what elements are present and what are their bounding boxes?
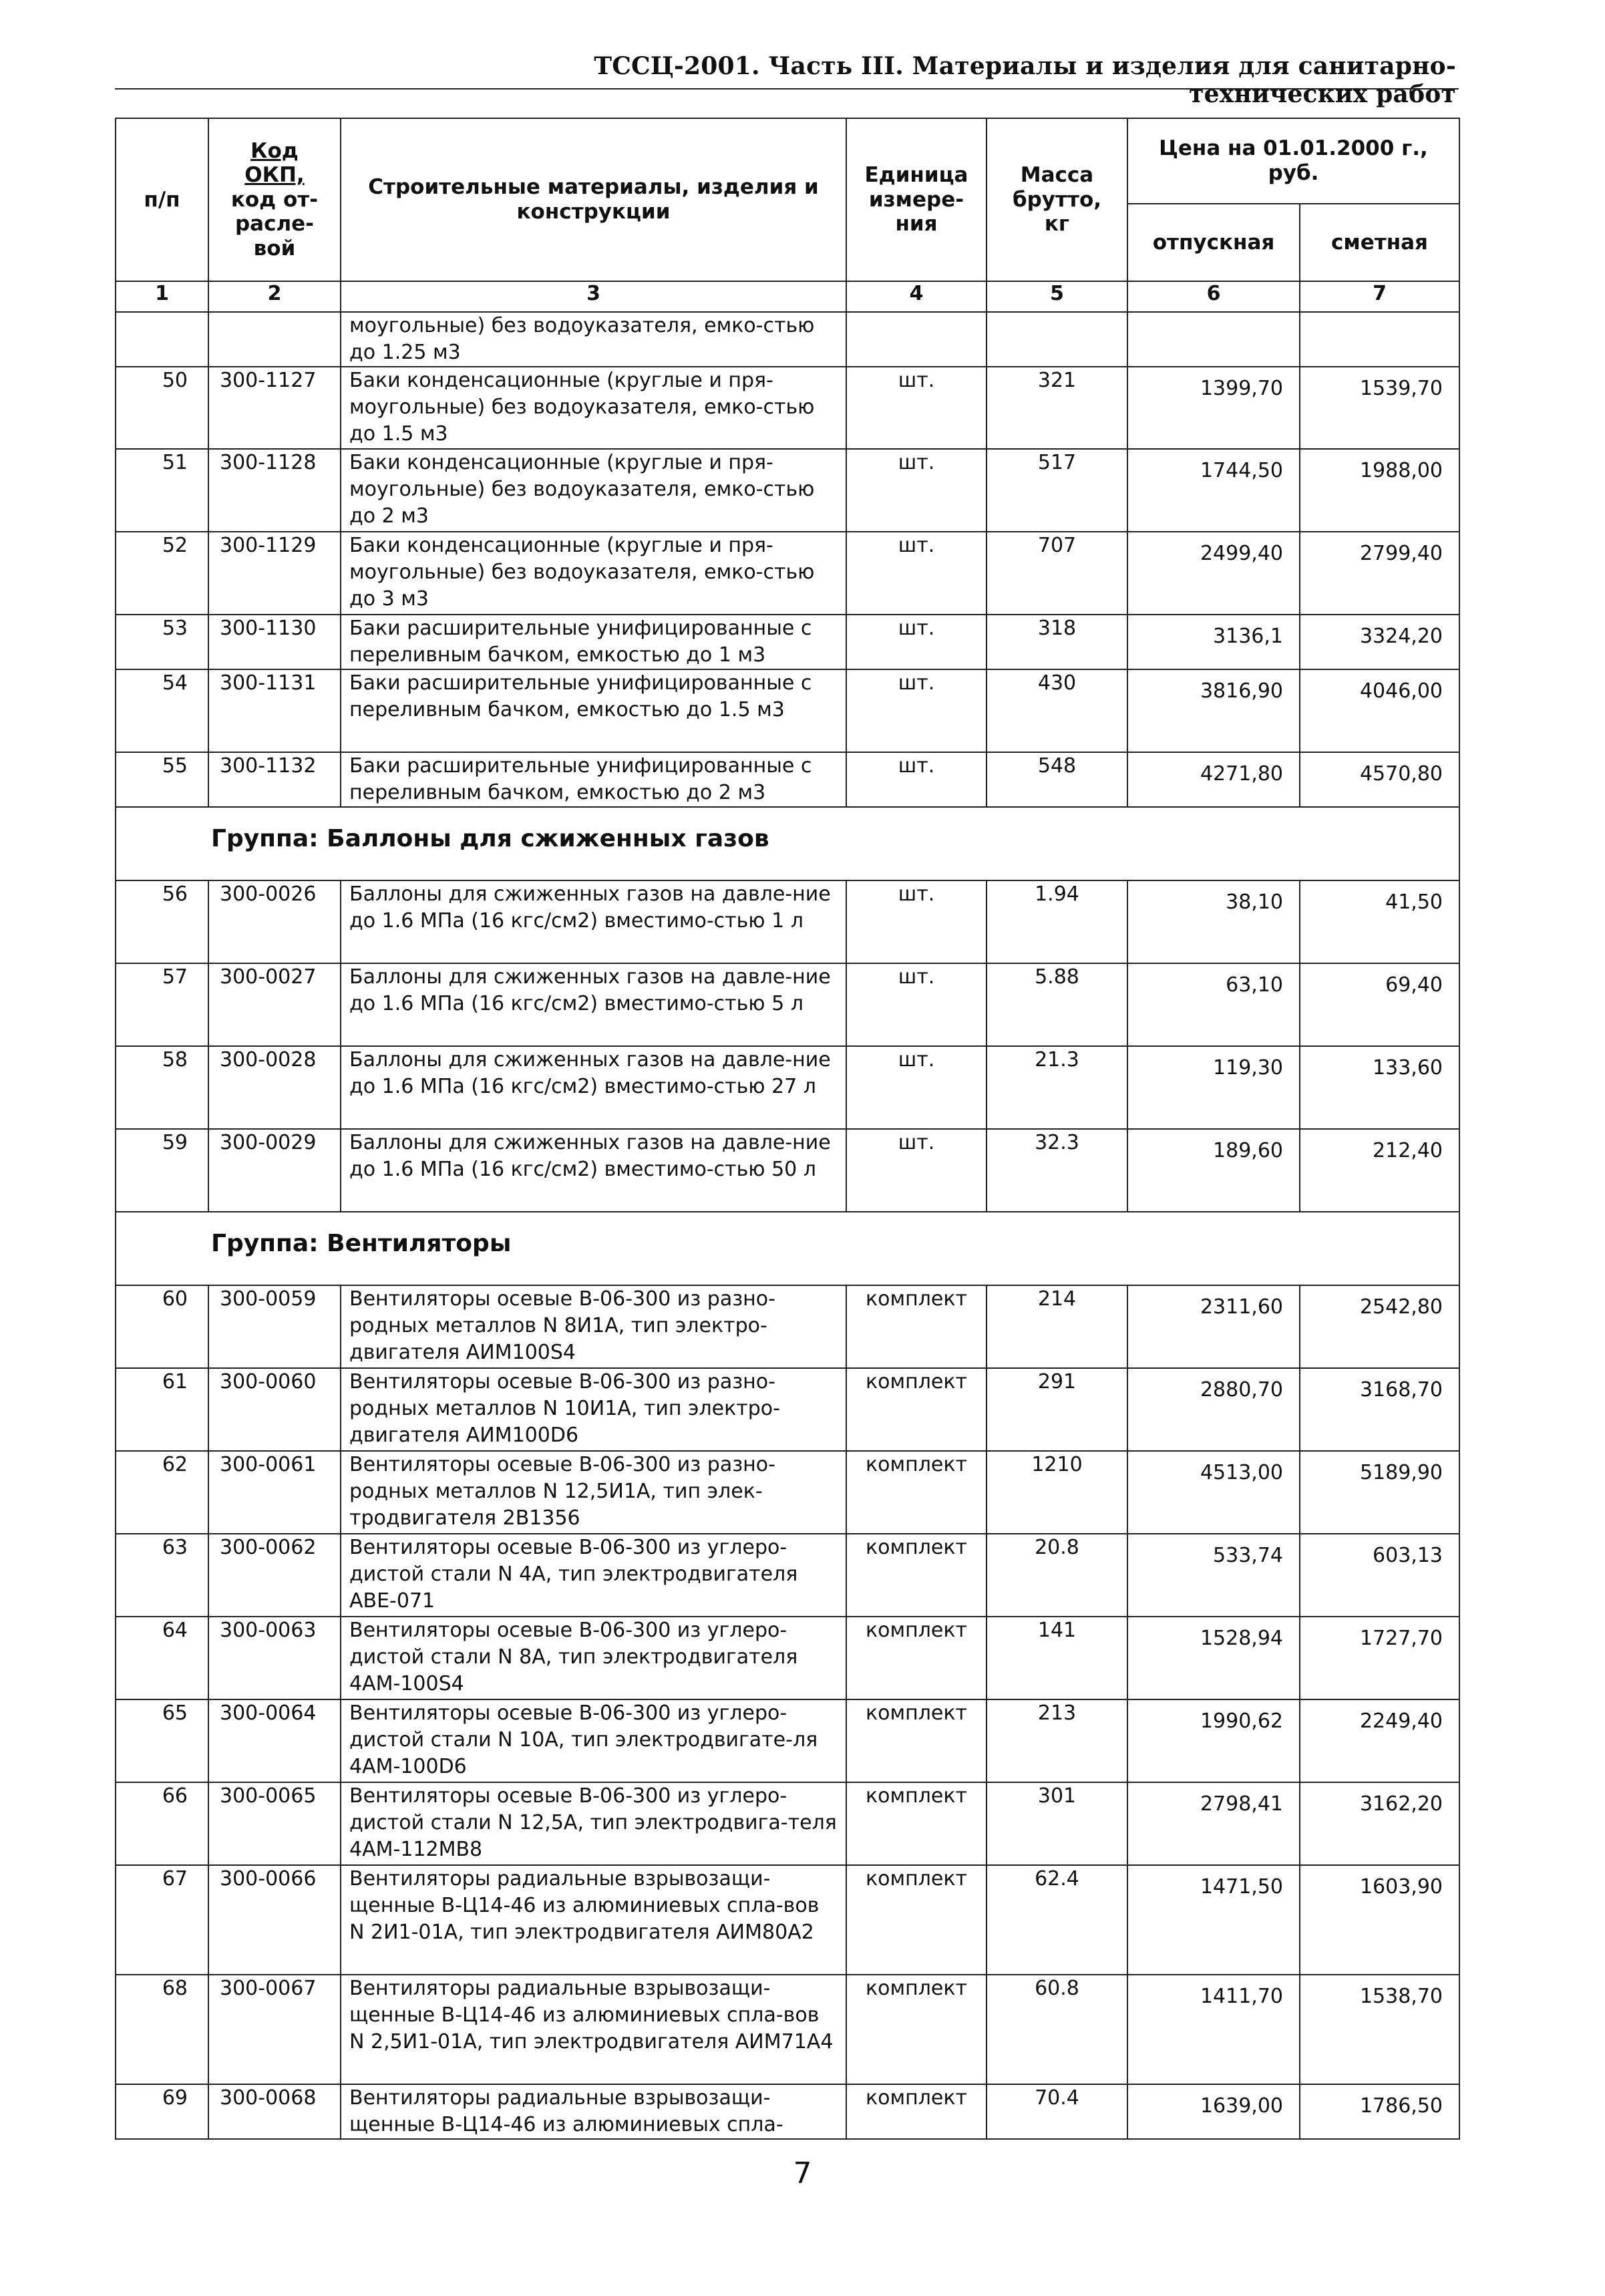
row-code: 300-0026: [208, 880, 341, 963]
row-description: Вентиляторы осевые В-06-300 из углеро-дистой стали N 10А, тип электродвигате-ля 4АМ-100D6: [341, 1699, 846, 1782]
column-number: 3: [341, 281, 846, 312]
row-number: 50: [116, 367, 208, 449]
table-row: [116, 1451, 1459, 1534]
row-code: 300-0065: [208, 1782, 341, 1865]
price-table-container: [115, 118, 1459, 2140]
table-row: [116, 963, 1459, 1046]
row-description: Баки конденсационные (круглые и пря-моугольные) без водоуказателя, емко-стью до 2 м3: [341, 449, 846, 532]
row-code: 300-1132: [208, 752, 341, 807]
row-price-release: 189,60: [1127, 1129, 1300, 1212]
row-description: Вентиляторы радиальные взрывозащи-щенные В-Ц14-46 из алюминиевых спла-вов N 2И1-01А, тип электродвигателя АИМ80А2: [341, 1865, 846, 1975]
row-price-estimate: 1539,70: [1300, 367, 1459, 449]
row-code: 300-0061: [208, 1451, 341, 1534]
row-price-release: 1471,50: [1127, 1865, 1300, 1975]
row-number: 64: [116, 1617, 208, 1699]
row-unit: шт.: [846, 367, 987, 449]
column-number: 5: [987, 281, 1127, 312]
row-price-estimate: 1727,70: [1300, 1617, 1459, 1699]
row-price-release: 119,30: [1127, 1046, 1300, 1129]
table-row: [116, 1129, 1459, 1212]
row-description: Вентиляторы осевые В-06-300 из углеро-дистой стали N 4А, тип электродвигателя АВЕ-071: [341, 1534, 846, 1617]
row-code: 300-0063: [208, 1617, 341, 1699]
row-price-estimate: 1603,90: [1300, 1865, 1459, 1975]
row-unit: шт.: [846, 1129, 987, 1212]
row-mass: 321: [987, 367, 1127, 449]
row-mass: 141: [987, 1617, 1127, 1699]
row-number: 67: [116, 1865, 208, 1975]
row-description: Вентиляторы радиальные взрывозащи-щенные В-Ц14-46 из алюминиевых спла-вов N 2,5И1-01А, тип электродвигателя АИМ71А4: [341, 1975, 846, 2084]
row-unit: шт.: [846, 963, 987, 1046]
row-price-release: 533,74: [1127, 1534, 1300, 1617]
row-price-estimate: 1988,00: [1300, 449, 1459, 532]
row-mass: 318: [987, 615, 1127, 669]
row-description: Баки расширительные унифицированные с переливным бачком, емкостью до 1.5 м3: [341, 669, 846, 752]
row-price-release: 1399,70: [1127, 367, 1300, 449]
row-number: 66: [116, 1782, 208, 1865]
table-row: [116, 1975, 1459, 2084]
row-number: 57: [116, 963, 208, 1046]
header-price-estimate: сметная: [1300, 204, 1459, 281]
row-number: 60: [116, 1285, 208, 1368]
column-number-row: [116, 281, 1459, 312]
row-mass: 1.94: [987, 880, 1127, 963]
row-unit: комплект: [846, 1617, 987, 1699]
page-header-title: ТССЦ-2001. Часть III. Материалы и изделия для санитарно-технических работ: [594, 52, 1456, 108]
row-unit: комплект: [846, 1451, 987, 1534]
row-price-release: 4513,00: [1127, 1451, 1300, 1534]
row-price-estimate: 603,13: [1300, 1534, 1459, 1617]
row-number: 51: [116, 449, 208, 532]
header-row: [116, 118, 1459, 204]
group-title: Группа: Вентиляторы: [116, 1212, 1459, 1285]
table-row: [116, 1865, 1459, 1975]
row-number: 62: [116, 1451, 208, 1534]
row-mass: 62.4: [987, 1865, 1127, 1975]
table-body-fans: [116, 1285, 1459, 2139]
table-row: [116, 880, 1459, 963]
table-row: [116, 1617, 1459, 1699]
header-price-release: отпускная: [1127, 204, 1300, 281]
row-number: 59: [116, 1129, 208, 1212]
row-unit: шт.: [846, 880, 987, 963]
header-price: Цена на 01.01.2000 г., руб.: [1127, 118, 1459, 204]
row-description: Вентиляторы осевые В-06-300 из углеро-дистой стали N 12,5А, тип электродвига-теля 4АМ-112МВ8: [341, 1782, 846, 1865]
continuation-row: [116, 312, 1459, 367]
row-description: Баки конденсационные (круглые и пря-моугольные) без водоуказателя, емко-стью до 1.5 м3: [341, 367, 846, 449]
table-row: [116, 2084, 1459, 2139]
price-table: [115, 118, 1460, 2140]
row-code: 300-0066: [208, 1865, 341, 1975]
row-price-release: 3816,90: [1127, 669, 1300, 752]
table-row: [116, 1782, 1459, 1865]
row-unit: комплект: [846, 1782, 987, 1865]
group-title: Группа: Баллоны для сжиженных газов: [116, 807, 1459, 880]
row-price-estimate: 4570,80: [1300, 752, 1459, 807]
row-number: 58: [116, 1046, 208, 1129]
row-mass: 21.3: [987, 1046, 1127, 1129]
column-number: 6: [1127, 281, 1300, 312]
row-description: Баллоны для сжиженных газов на давле-ние до 1.6 МПа (16 кгс/см2) вместимо-стью 27 л: [341, 1046, 846, 1129]
row-mass: 214: [987, 1285, 1127, 1368]
row-price-release: 38,10: [1127, 880, 1300, 963]
row-price-estimate: 41,50: [1300, 880, 1459, 963]
row-unit: шт.: [846, 1046, 987, 1129]
row-code: 300-1130: [208, 615, 341, 669]
row-number: 53: [116, 615, 208, 669]
table-row: [116, 1534, 1459, 1617]
row-price-release: 1528,94: [1127, 1617, 1300, 1699]
row-code: 300-0068: [208, 2084, 341, 2139]
column-number: 4: [846, 281, 987, 312]
row-number: 68: [116, 1975, 208, 2084]
row-unit: шт.: [846, 615, 987, 669]
row-mass: 1210: [987, 1451, 1127, 1534]
row-description: Баки расширительные унифицированные с переливным бачком, емкостью до 1 м3: [341, 615, 846, 669]
row-mass: 301: [987, 1782, 1127, 1865]
row-price-estimate: 133,60: [1300, 1046, 1459, 1129]
row-unit: шт.: [846, 669, 987, 752]
row-unit: комплект: [846, 1368, 987, 1451]
row-mass: 430: [987, 669, 1127, 752]
row-price-release: 1744,50: [1127, 449, 1300, 532]
row-number: 61: [116, 1368, 208, 1451]
header-rule: [115, 88, 1459, 90]
row-description: Баллоны для сжиженных газов на давле-ние до 1.6 МПа (16 кгс/см2) вместимо-стью 1 л: [341, 880, 846, 963]
header-num: п/п: [116, 118, 208, 281]
row-price-estimate: 1786,50: [1300, 2084, 1459, 2139]
table-row: [116, 669, 1459, 752]
row-number: 52: [116, 532, 208, 615]
row-description: Баки конденсационные (круглые и пря-моугольные) без водоуказателя, емко-стью до 3 м3: [341, 532, 846, 615]
row-unit: комплект: [846, 1285, 987, 1368]
row-number: 55: [116, 752, 208, 807]
column-number: 7: [1300, 281, 1459, 312]
table-row: [116, 752, 1459, 807]
row-code: 300-1131: [208, 669, 341, 752]
table-row: [116, 615, 1459, 669]
column-number: 1: [116, 281, 208, 312]
row-price-estimate: 4046,00: [1300, 669, 1459, 752]
row-mass: 70.4: [987, 2084, 1127, 2139]
row-code: 300-0028: [208, 1046, 341, 1129]
row-mass: 548: [987, 752, 1127, 807]
row-code: 300-0062: [208, 1534, 341, 1617]
row-price-release: 1990,62: [1127, 1699, 1300, 1782]
row-price-release: 2880,70: [1127, 1368, 1300, 1451]
row-description: Вентиляторы осевые В-06-300 из разно-родных металлов N 12,5И1А, тип элек-тродвигателя 2В1356: [341, 1451, 846, 1534]
row-price-release: 2798,41: [1127, 1782, 1300, 1865]
row-unit: шт.: [846, 449, 987, 532]
table-row: [116, 449, 1459, 532]
group-row-fans: [116, 1212, 1459, 1285]
row-price-release: 63,10: [1127, 963, 1300, 1046]
row-price-estimate: 2542,80: [1300, 1285, 1459, 1368]
header-unit: Единица измере-ния: [846, 118, 987, 281]
row-description: Баки расширительные унифицированные с переливным бачком, емкостью до 2 м3: [341, 752, 846, 807]
continuation-description: моугольные) без водоуказателя, емко-стью до 1.25 м3: [341, 312, 846, 367]
table-body-cylinders: [116, 880, 1459, 1212]
header-mass: Масса брутто, кг: [987, 118, 1127, 281]
table-row: [116, 1368, 1459, 1451]
row-mass: 291: [987, 1368, 1127, 1451]
table-body-tanks: [116, 367, 1459, 807]
row-price-release: 3136,1: [1127, 615, 1300, 669]
row-code: 300-0067: [208, 1975, 341, 2084]
column-number: 2: [208, 281, 341, 312]
row-unit: шт.: [846, 532, 987, 615]
row-price-estimate: 2249,40: [1300, 1699, 1459, 1782]
row-mass: 60.8: [987, 1975, 1127, 2084]
row-unit: шт.: [846, 752, 987, 807]
row-code: 300-0059: [208, 1285, 341, 1368]
row-mass: 213: [987, 1699, 1127, 1782]
row-number: 54: [116, 669, 208, 752]
row-description: Вентиляторы осевые В-06-300 из углеро-дистой стали N 8А, тип электродвигателя 4АМ-100S4: [341, 1617, 846, 1699]
row-price-release: 2499,40: [1127, 532, 1300, 615]
row-unit: комплект: [846, 1534, 987, 1617]
row-number: 56: [116, 880, 208, 963]
row-price-release: 1411,70: [1127, 1975, 1300, 2084]
row-price-estimate: 69,40: [1300, 963, 1459, 1046]
row-unit: комплект: [846, 2084, 987, 2139]
row-code: 300-0064: [208, 1699, 341, 1782]
page-number: 7: [793, 2156, 812, 2190]
row-price-estimate: 212,40: [1300, 1129, 1459, 1212]
row-mass: 20.8: [987, 1534, 1127, 1617]
row-price-release: 1639,00: [1127, 2084, 1300, 2139]
row-price-estimate: 2799,40: [1300, 532, 1459, 615]
row-price-estimate: 3168,70: [1300, 1368, 1459, 1451]
table-row: [116, 532, 1459, 615]
row-number: 63: [116, 1534, 208, 1617]
row-price-estimate: 3162,20: [1300, 1782, 1459, 1865]
row-code: 300-0027: [208, 963, 341, 1046]
row-unit: комплект: [846, 1975, 987, 2084]
row-code: 300-1129: [208, 532, 341, 615]
table-row: [116, 1285, 1459, 1368]
row-price-release: 2311,60: [1127, 1285, 1300, 1368]
row-code: 300-1128: [208, 449, 341, 532]
row-description: Вентиляторы радиальные взрывозащи-щенные В-Ц14-46 из алюминиевых спла-: [341, 2084, 846, 2139]
row-description: Вентиляторы осевые В-06-300 из разно-родных металлов N 10И1А, тип электро-двигателя АИМ100D6: [341, 1368, 846, 1451]
row-description: Баллоны для сжиженных газов на давле-ние до 1.6 МПа (16 кгс/см2) вместимо-стью 5 л: [341, 963, 846, 1046]
row-price-estimate: 5189,90: [1300, 1451, 1459, 1534]
row-mass: 517: [987, 449, 1127, 532]
row-unit: комплект: [846, 1699, 987, 1782]
group-row-gas-cylinders: [116, 807, 1459, 880]
row-description: Баллоны для сжиженных газов на давле-ние до 1.6 МПа (16 кгс/см2) вместимо-стью 50 л: [341, 1129, 846, 1212]
row-price-estimate: 3324,20: [1300, 615, 1459, 669]
table-row: [116, 1046, 1459, 1129]
row-mass: 707: [987, 532, 1127, 615]
row-number: 65: [116, 1699, 208, 1782]
table-row: [116, 367, 1459, 449]
row-description: Вентиляторы осевые В-06-300 из разно-родных металлов N 8И1А, тип электро-двигателя АИМ100S4: [341, 1285, 846, 1368]
row-number: 69: [116, 2084, 208, 2139]
header-code: Код ОКП, код от- расле- вой: [208, 118, 341, 281]
row-code: 300-0060: [208, 1368, 341, 1451]
row-code: 300-0029: [208, 1129, 341, 1212]
row-price-estimate: 1538,70: [1300, 1975, 1459, 2084]
row-mass: 5.88: [987, 963, 1127, 1046]
table-row: [116, 1699, 1459, 1782]
row-unit: комплект: [846, 1865, 987, 1975]
row-mass: 32.3: [987, 1129, 1127, 1212]
header-description: Строительные материалы, изделия и конструкции: [341, 118, 846, 281]
row-code: 300-1127: [208, 367, 341, 449]
row-price-release: 4271,80: [1127, 752, 1300, 807]
